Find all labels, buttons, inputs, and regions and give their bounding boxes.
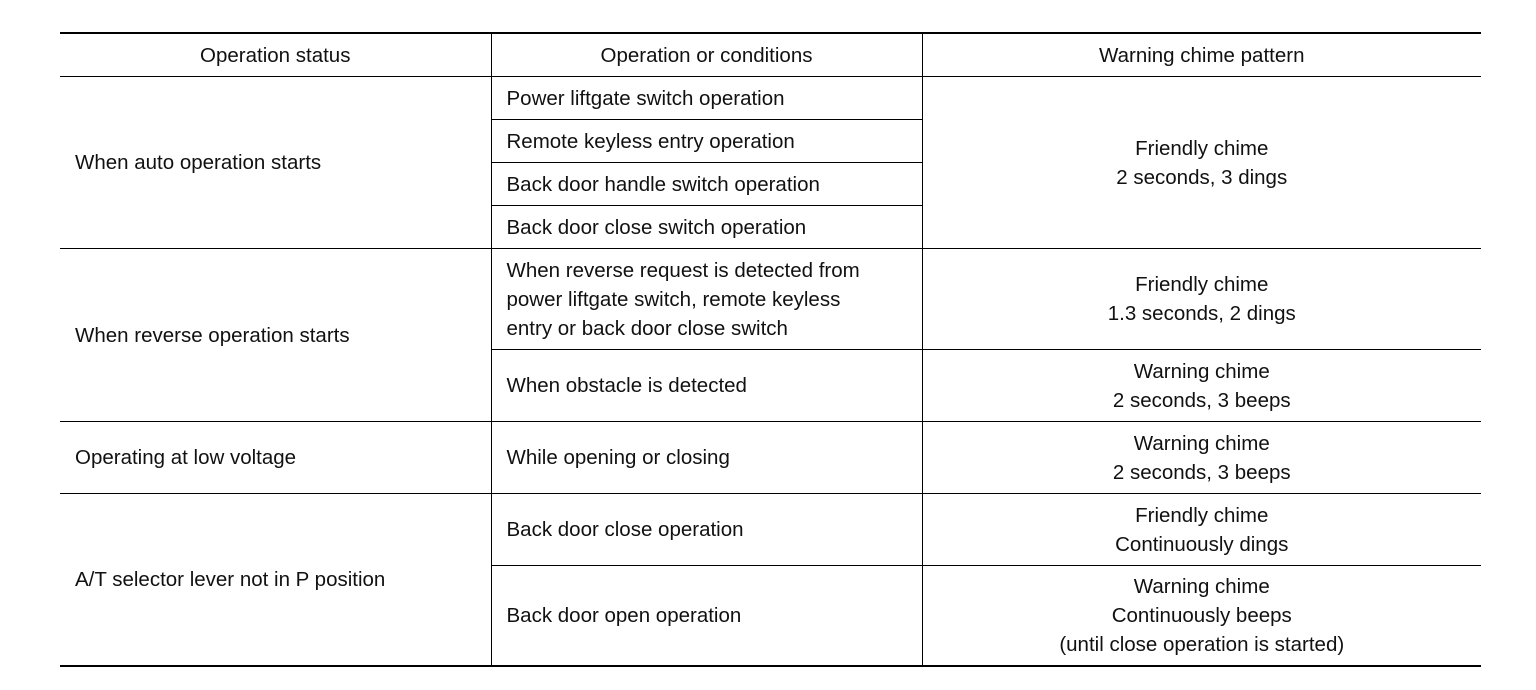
table-row (60, 77, 1481, 120)
condition-cell: Back door handle switch operation (491, 163, 922, 206)
chime-pattern-table (60, 32, 1481, 667)
pattern-line: Continuously beeps (1111, 604, 1292, 627)
pattern-line: (until close operation is started) (1059, 633, 1345, 656)
pattern-cell (922, 249, 1481, 350)
pattern-line: Friendly chime (1135, 503, 1269, 527)
table-header-row (60, 33, 1481, 77)
pattern-cell (922, 422, 1481, 494)
condition-cell: Back door open operation (491, 566, 922, 667)
pattern-cell (922, 77, 1481, 249)
pattern-line: Continuously dings (1115, 532, 1289, 556)
table-row (60, 249, 1481, 350)
condition-cell (491, 249, 922, 350)
status-cell: When reverse operation starts (60, 249, 491, 422)
condition-cell: Back door close operation (491, 494, 922, 566)
pattern-line: 2 seconds, 3 dings (1116, 165, 1288, 189)
pattern-line: Warning chime (1133, 359, 1270, 383)
header-operation-conditions: Operation or conditions (491, 33, 922, 77)
table-row (60, 422, 1481, 494)
status-cell: When auto operation starts (60, 77, 491, 249)
condition-cell: Back door close switch operation (491, 206, 922, 249)
condition-cell: When obstacle is detected (491, 350, 922, 422)
pattern-line: Warning chime (1133, 431, 1270, 455)
pattern-line: 1.3 seconds, 2 dings (1107, 302, 1296, 325)
pattern-line: Warning chime (1133, 575, 1270, 598)
condition-line: entry or back door close switch (506, 316, 788, 340)
pattern-cell (922, 566, 1481, 667)
condition-cell: While opening or closing (491, 422, 922, 494)
header-warning-chime-pattern: Warning chime pattern (922, 33, 1481, 77)
status-cell: Operating at low voltage (60, 422, 491, 494)
condition-cell: Power liftgate switch operation (491, 77, 922, 120)
condition-line: power liftgate switch, remote keyless (506, 287, 841, 311)
table-row (60, 494, 1481, 566)
pattern-line: Friendly chime (1135, 136, 1269, 160)
status-cell: A/T selector lever not in P position (60, 494, 491, 667)
pattern-cell (922, 494, 1481, 566)
condition-line: When reverse request is detected from (506, 258, 860, 282)
condition-cell: Remote keyless entry operation (491, 120, 922, 163)
pattern-line: 2 seconds, 3 beeps (1112, 460, 1291, 484)
pattern-line: 2 seconds, 3 beeps (1112, 388, 1291, 412)
pattern-line: Friendly chime (1135, 273, 1269, 296)
header-operation-status: Operation status (60, 33, 491, 77)
pattern-cell (922, 350, 1481, 422)
